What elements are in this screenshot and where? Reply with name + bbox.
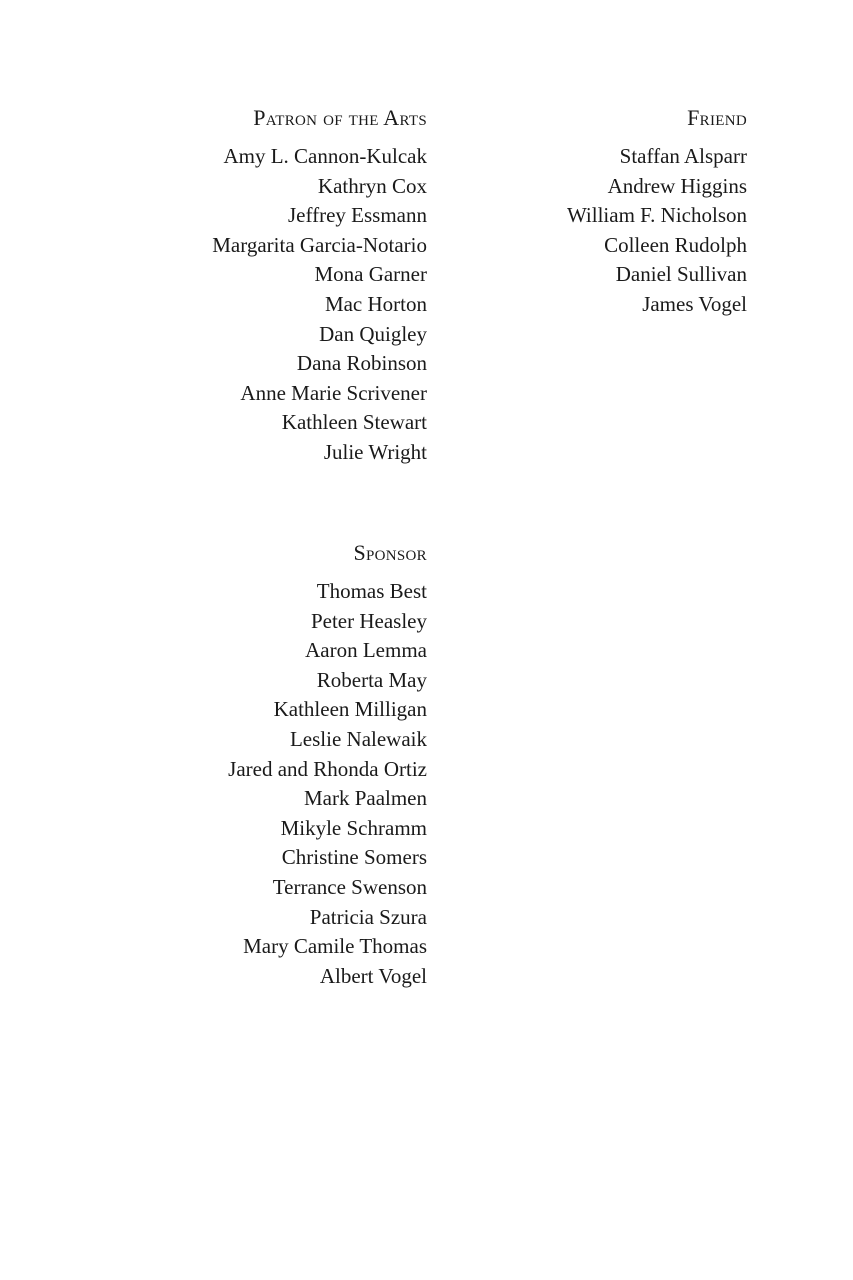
sponsor-name: Mark Paalmen — [303, 786, 427, 811]
patron-name: Amy L. Cannon-Kulcak — [223, 144, 427, 168]
patron-name: Kathleen Stewart — [281, 410, 427, 435]
sponsor-name: Terrance Swenson — [272, 874, 427, 899]
friend-name: Daniel Sullivan — [615, 262, 747, 287]
patron-name: Jeffrey Essmann — [288, 203, 427, 228]
sponsor-name: Leslie Nalewaik — [289, 726, 427, 751]
patron-of-the-arts-section — [212, 104, 427, 468]
sponsor-heading: Sponsor — [353, 540, 427, 565]
patron-name: Anne Marie Scrivener — [240, 380, 427, 405]
sponsor-name: Patricia Szura — [309, 904, 427, 929]
sponsor-name: Thomas Best — [316, 579, 427, 603]
friend-name: James Vogel — [642, 291, 747, 316]
sponsor-name: Albert Vogel — [319, 963, 427, 988]
sponsor-name: Aaron Lemma — [305, 638, 427, 663]
friend-heading: Friend — [687, 105, 747, 130]
friend-name: Andrew Higgins — [607, 173, 747, 198]
sponsor-name: Kathleen Milligan — [273, 697, 427, 722]
patron-name: Julie Wright — [323, 439, 427, 464]
friend-name: Staffan Alsparr — [619, 144, 747, 168]
patron-name: Dan Quigley — [319, 321, 427, 346]
sponsor-name: Mary Camile Thomas — [243, 934, 427, 959]
patron-name: Dana Robinson — [296, 351, 427, 376]
sponsor-name: Jared and Rhonda Ortiz — [228, 756, 427, 781]
sponsor-section — [228, 539, 427, 991]
friend-list — [567, 142, 747, 320]
sponsor-name: Mikyle Schramm — [280, 815, 427, 840]
sponsor-name: Roberta May — [316, 667, 427, 692]
patron-name: Kathryn Cox — [317, 173, 427, 198]
patron-name: Mac Horton — [324, 291, 427, 316]
sponsor-name: Christine Somers — [281, 845, 427, 870]
friend-section — [567, 104, 747, 320]
patron-of-the-arts-list — [212, 142, 427, 468]
sponsor-name: Peter Heasley — [310, 608, 427, 633]
friend-name: Colleen Rudolph — [604, 232, 747, 257]
patron-name: Mona Garner — [314, 262, 427, 287]
friend-name: William F. Nicholson — [566, 203, 747, 228]
sponsor-list — [228, 577, 427, 991]
patron-of-the-arts-heading: Patron of the Arts — [253, 105, 427, 130]
patron-name: Margarita Garcia-Notario — [212, 232, 427, 257]
